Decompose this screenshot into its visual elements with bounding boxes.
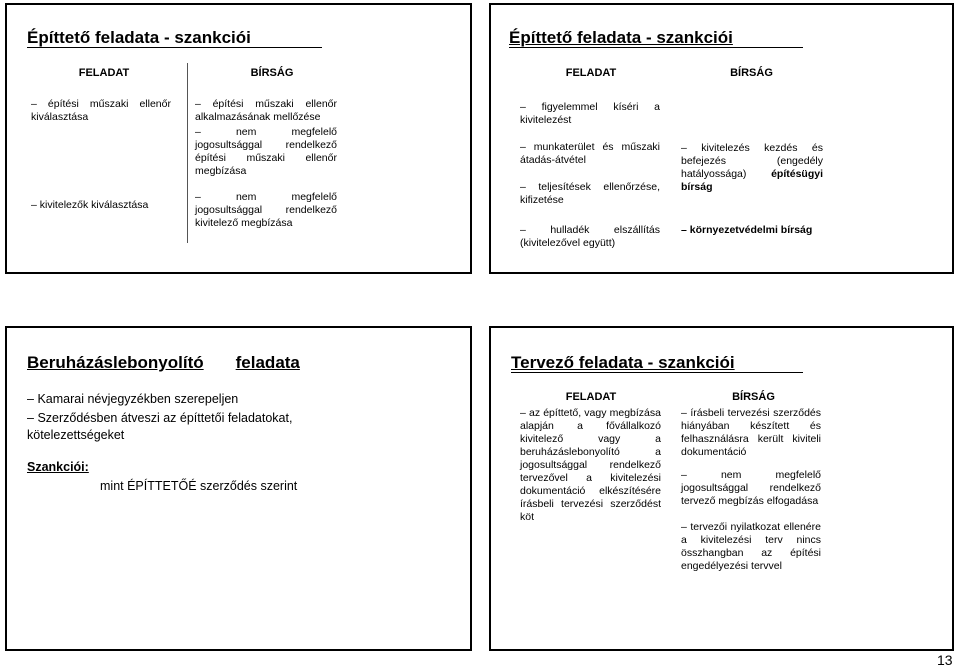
slide-1-birsag-header: BÍRSÁG bbox=[250, 67, 294, 79]
slide-2 bbox=[489, 3, 954, 274]
slide-4-title: Tervező feladata - szankciói bbox=[511, 353, 735, 372]
slide-2-feladat-header: FELADAT bbox=[565, 67, 617, 79]
slide-4-fine-1: – írásbeli tervezési szerződés hiányában készített és felhasználásra került kiviteli dokumentáció bbox=[681, 407, 821, 458]
slide-4-task-1: – az építtető, vagy megbízása alapján a fővállalkozó kivitelező vagy a beruházáslebonyolító a jogosultsággal rendelkező tervezővel a kivitelezési dokumentáció elkészítésére írásbeli tervezési szerződést köt bbox=[520, 407, 661, 523]
slide-2-task-2: – munkaterület és műszaki átadás-átvétel bbox=[520, 141, 660, 166]
slide-4 bbox=[489, 326, 954, 651]
slide-4-fine-2: – nem megfelelő jogosultsággal rendelkező tervező megbízás elfogadása bbox=[681, 469, 821, 507]
slide-1-task-2: – kivitelezők kiválasztása bbox=[31, 199, 149, 211]
page-number: 13 bbox=[937, 652, 953, 668]
slide-1-title-underline bbox=[27, 47, 322, 48]
slide-1-feladat-header: FELADAT bbox=[78, 67, 130, 79]
slide-2-fine-2: – környezetvédelmi bírság bbox=[681, 224, 813, 236]
slide-2-task-4: – hulladék elszállítás (kivitelezővel együtt) bbox=[520, 224, 660, 249]
slide-1 bbox=[5, 3, 472, 274]
slide-3-sanctions-label: Szankciói: bbox=[27, 460, 89, 474]
slide-3-title: Beruházáslebonyolító feladata bbox=[27, 353, 300, 372]
slide-3-item-2: – Szerződésben átveszi az építtetői feladatokat, kötelezettségeket bbox=[27, 411, 293, 442]
slide-3 bbox=[5, 326, 472, 651]
slide-1-fine-3: – nem megfelelő jogosultsággal rendelkező kivitelező megbízása bbox=[195, 191, 337, 229]
slide-1-fine-2: – nem megfelelő jogosultsággal rendelkező építési műszaki ellenőr megbízása bbox=[195, 126, 337, 177]
slide-1-title: Építtető feladata - szankciói bbox=[27, 28, 251, 47]
slide-4-feladat-header: FELADAT bbox=[565, 391, 617, 403]
slide-4-birsag-header: BÍRSÁG bbox=[732, 391, 775, 403]
slide-2-fine-1: – kivitelezés kezdés és befejezés (engedély hatályossága) építésügyi bírság bbox=[681, 142, 823, 193]
slide-2-task-1: – figyelemmel kíséri a kivitelezést bbox=[520, 101, 660, 126]
slide-2-title: Építtető feladata - szankciói bbox=[509, 28, 733, 47]
slide-3-sanctions-text: mint ÉPÍTTETŐÉ szerződés szerint bbox=[100, 479, 298, 493]
slide-2-title-underline bbox=[509, 47, 803, 48]
slide-1-task-1: – építési műszaki ellenőr kiválasztása bbox=[31, 98, 171, 123]
slide-1-column-divider bbox=[187, 63, 188, 243]
slide-4-fine-3: – tervezői nyilatkozat ellenére a kivitelezési terv nincs összhangban az építési engedélyezési tervvel bbox=[681, 521, 821, 572]
slide-2-birsag-header: BÍRSÁG bbox=[730, 67, 773, 79]
slide-2-task-3: – teljesítések ellenőrzése, kifizetése bbox=[520, 181, 660, 206]
slide-1-fine-1: – építési műszaki ellenőr alkalmazásának mellőzése bbox=[195, 98, 337, 123]
slide-4-title-underline bbox=[511, 372, 803, 373]
slide-3-item-1: – Kamarai névjegyzékben szerepeljen bbox=[27, 392, 239, 406]
